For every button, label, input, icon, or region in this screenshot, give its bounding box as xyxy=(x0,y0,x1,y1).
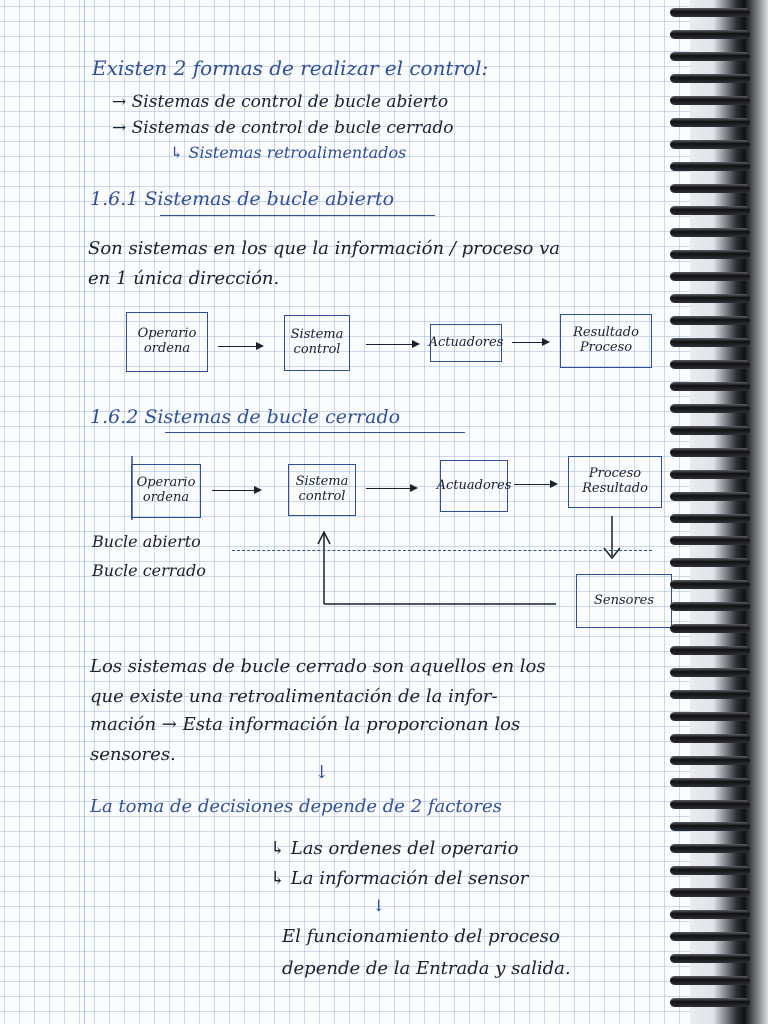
spiral-coil xyxy=(670,272,750,281)
open-loop-box-control: Sistema control xyxy=(284,315,350,371)
spiral-coil xyxy=(670,52,750,61)
spiral-coil xyxy=(670,580,750,589)
spiral-coil xyxy=(670,184,750,193)
paragraph-line2: que existe una retroalimentación de la infor- xyxy=(90,686,498,707)
intro-item-closed-loop: → Sistemas de control de bucle cerrado xyxy=(112,118,454,138)
open-loop-box-operator: Operario ordena xyxy=(126,312,208,372)
decisions-line: La toma de decisiones depende de 2 factores xyxy=(90,796,502,817)
spiral-coil xyxy=(670,118,750,127)
spiral-coil xyxy=(670,96,750,105)
spiral-coil xyxy=(670,514,750,523)
spiral-coil xyxy=(670,30,750,39)
spiral-coil xyxy=(670,800,750,809)
spiral-coil xyxy=(670,162,750,171)
spiral-coil xyxy=(670,866,750,875)
section1-heading: 1.6.1 Sistemas de bucle abierto xyxy=(90,188,395,210)
section1-text-line2: en 1 única dirección. xyxy=(88,268,280,289)
spiral-coil xyxy=(670,844,750,853)
spiral-coil xyxy=(670,558,750,567)
spiral-coil xyxy=(670,250,750,259)
spiral-coil xyxy=(670,734,750,743)
spiral-coil xyxy=(670,338,750,347)
spiral-coil xyxy=(670,206,750,215)
spiral-coil xyxy=(670,998,750,1007)
spiral-coil xyxy=(670,228,750,237)
spiral-coil xyxy=(670,910,750,919)
spiral-coil xyxy=(670,712,750,721)
spiral-coil xyxy=(670,668,750,677)
decisions-arrow-down: ↓ xyxy=(314,762,330,783)
section1-text-line1: Son sistemas en los que la información / proceso va xyxy=(88,238,560,259)
conclusion-line1: El funcionamiento del proceso xyxy=(282,926,560,947)
intro-item-feedback: ↳ Sistemas retroalimentados xyxy=(170,143,407,162)
spiral-coil xyxy=(670,602,750,611)
spiral-coil xyxy=(670,536,750,545)
spiral-coil xyxy=(670,756,750,765)
closed-loop-box-operator: Operario ordena xyxy=(131,464,201,518)
closed-loop-box-control: Sistema control xyxy=(288,464,356,516)
open-loop-box-result: Resultado Proceso xyxy=(560,314,652,368)
closed-loop-box-process: Proceso Resultado xyxy=(568,456,662,508)
paragraph-line4: sensores. xyxy=(90,744,176,765)
decisions-factor-sensor: ↳ La información del sensor xyxy=(270,868,529,889)
paragraph-line3: mación → Esta información la proporcionan los xyxy=(90,714,521,735)
closed-loop-box-sensors: Sensores xyxy=(576,574,672,628)
spiral-coil xyxy=(670,932,750,941)
spiral-coil xyxy=(670,448,750,457)
spiral-coil xyxy=(670,646,750,655)
spiral-coil xyxy=(670,492,750,501)
conclusion-line2: depende de la Entrada y salida. xyxy=(282,958,571,979)
intro-title: Existen 2 formas de realizar el control: xyxy=(92,56,489,80)
spiral-coil xyxy=(670,954,750,963)
spiral-coil xyxy=(670,470,750,479)
spiral-coil xyxy=(670,294,750,303)
intro-item-open-loop: → Sistemas de control de bucle abierto xyxy=(112,92,449,112)
legend-closed-loop: Bucle cerrado xyxy=(92,561,206,580)
open-loop-dashed-line xyxy=(232,550,652,551)
legend-open-loop: Bucle abierto xyxy=(92,532,201,551)
spiral-coil xyxy=(670,8,750,17)
spiral-coil xyxy=(670,778,750,787)
paragraph-line1: Los sistemas de bucle cerrado son aquellos en los xyxy=(90,656,546,677)
decisions-arrow-down-2: ↓ xyxy=(372,896,386,915)
spiral-coil xyxy=(670,976,750,985)
closed-loop-box-actuators: Actuadores xyxy=(440,460,508,512)
spiral-coil xyxy=(670,624,750,633)
spiral-coil xyxy=(670,316,750,325)
section2-heading: 1.6.2 Sistemas de bucle cerrado xyxy=(90,406,401,428)
spiral-coil xyxy=(670,822,750,831)
spiral-coil xyxy=(670,690,750,699)
spiral-coil xyxy=(670,74,750,83)
spiral-coil xyxy=(670,360,750,369)
spiral-coil xyxy=(670,888,750,897)
decisions-factor-operator: ↳ Las ordenes del operario xyxy=(270,838,519,859)
spiral-coil xyxy=(670,426,750,435)
spiral-coil xyxy=(670,140,750,149)
spiral-coil xyxy=(670,404,750,413)
open-loop-box-actuators: Actuadores xyxy=(430,324,502,362)
spiral-coil xyxy=(670,382,750,391)
